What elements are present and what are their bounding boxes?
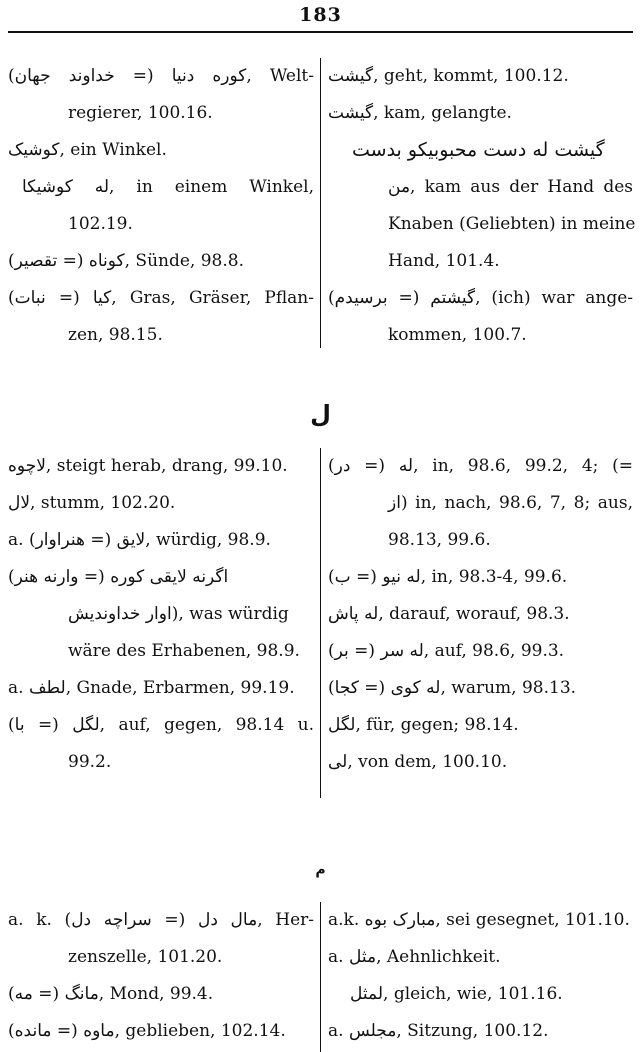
entry-line: a. لطف, Gnade, Erbarmen, 99.19. <box>8 678 295 698</box>
entry <box>328 1013 633 1050</box>
entry-line: (نبات =) کیا, Gras, Gräser, Pflan- <box>8 288 315 308</box>
entry-line: a.k. مبارک بوه, sei gesegnet, 101.10. <box>328 910 630 930</box>
right-column <box>328 448 633 781</box>
entry <box>328 58 633 95</box>
header-rule <box>8 31 633 33</box>
entry-line: a. k. (سراچه دل =) مال دل, Her- <box>8 910 315 930</box>
entry <box>8 243 314 280</box>
entry-line: (وارنه هنر =) اگرنه لایقی کوره <box>8 567 229 587</box>
section-mim <box>0 902 641 1052</box>
entry <box>328 633 633 670</box>
entry-line: (مه =) مانگ, Mond, 99.4. <box>8 984 214 1004</box>
entry-line: 102.19. <box>68 214 133 234</box>
entry <box>8 522 314 559</box>
entry-line: گیشت, geht, kommt, 100.12. <box>328 66 569 86</box>
entry <box>8 670 314 707</box>
entry <box>8 132 314 169</box>
entry-line: (خداوند جهان =) کوره دنیا, Welt- <box>8 66 315 86</box>
entry <box>328 596 633 633</box>
entry-line: لال, stumm, 102.20. <box>8 493 176 513</box>
entry-line: اوار خداوندیش), was würdig <box>68 604 289 624</box>
entry <box>328 902 633 939</box>
entry <box>8 485 314 522</box>
entry-line: (با =) لگل, auf, gegen, 98.14 u. <box>8 715 315 735</box>
entry-line: zenszelle, 101.20. <box>68 947 223 967</box>
letter-heading-mim: م <box>315 862 326 878</box>
entry-line: (ب =) له نیو, in, 98.3-4, 99.6. <box>328 567 568 587</box>
entry-line: a. مثل, Aehnlichkeit. <box>328 947 501 967</box>
entry-line: kommen, 100.7. <box>388 325 527 345</box>
entry-line: لمثل, gleich, wie, 101.16. <box>350 984 563 1004</box>
entry-line: wäre des Erhabenen, 98.9. <box>68 641 300 661</box>
entry-line: regierer, 100.16. <box>68 103 213 123</box>
section-gaf <box>0 58 641 356</box>
entry <box>328 670 633 707</box>
entry-line: a. (هنراوار =) لایق, würdig, 98.9. <box>8 530 271 550</box>
column-divider <box>320 448 321 798</box>
entry-line: Hand, 101.4. <box>388 251 500 271</box>
entry-line: Knaben (Geliebten) in meine <box>388 214 636 234</box>
entry-line: (برسیدم =) گیشتم, (ich) war ange- <box>328 288 634 308</box>
entry-line: (کجا =) له کوی, warum, 98.13. <box>328 678 577 698</box>
left-column <box>8 902 314 1050</box>
entry-line: zen, 98.15. <box>68 325 163 345</box>
entry <box>328 939 633 976</box>
entry <box>328 132 636 280</box>
entry <box>8 902 314 976</box>
entry <box>8 448 314 485</box>
entry-line: کوشیک, ein Winkel. <box>8 140 167 160</box>
entry-line: گیشت, kam, gelangte. <box>328 103 512 123</box>
section-lam <box>0 448 641 798</box>
entry <box>8 280 314 354</box>
entry <box>328 744 633 781</box>
entry-line: لگل, für, gegen; 98.14. <box>328 715 519 735</box>
entry <box>328 280 633 354</box>
entry <box>8 58 314 132</box>
entry-line: (بر =) له سر, auf, 98.6, 99.3. <box>328 641 565 661</box>
column-divider <box>320 58 321 348</box>
entry-line: (تقصیر =) کوناه, Sünde, 98.8. <box>8 251 244 271</box>
entry-line: گیشت له دست محبوبیکو بدست <box>352 139 605 161</box>
entry-line: 99.2. <box>68 752 112 772</box>
entry-line: از) in, nach, 98.6, 7, 8; aus, <box>388 493 633 513</box>
entry-line: لاچوه, steigt herab, drang, 99.10. <box>8 456 288 476</box>
right-column <box>328 58 636 354</box>
letter-heading-lam: ل <box>310 400 331 428</box>
entry <box>8 707 314 781</box>
entry <box>8 1013 314 1050</box>
column-divider <box>320 902 321 1052</box>
entry <box>8 976 314 1013</box>
right-column <box>328 902 633 1050</box>
entry <box>328 707 633 744</box>
entry-line: (مانده =) ماوه, geblieben, 102.14. <box>8 1021 286 1041</box>
entry-line: له پاش, darauf, worauf, 98.3. <box>328 604 570 624</box>
entry-line: a. مجلس, Sitzung, 100.12. <box>328 1021 549 1041</box>
left-column <box>8 448 314 781</box>
entry <box>328 448 633 559</box>
entry <box>328 95 633 132</box>
entry <box>8 169 314 243</box>
page-number: 183 <box>299 4 342 26</box>
entry-line: (در =) له, in, 98.6, 99.2, 4; (= <box>328 456 633 476</box>
left-column <box>8 58 314 354</box>
entry-line: 98.13, 99.6. <box>388 530 491 550</box>
entry <box>328 976 633 1013</box>
entry <box>328 559 633 596</box>
entry-line: من, kam aus der Hand des <box>388 177 633 197</box>
entry-line: لی, von dem, 100.10. <box>328 752 508 772</box>
entry <box>8 559 314 670</box>
entry-line: له کوشیکا, in einem Winkel, <box>22 177 315 197</box>
